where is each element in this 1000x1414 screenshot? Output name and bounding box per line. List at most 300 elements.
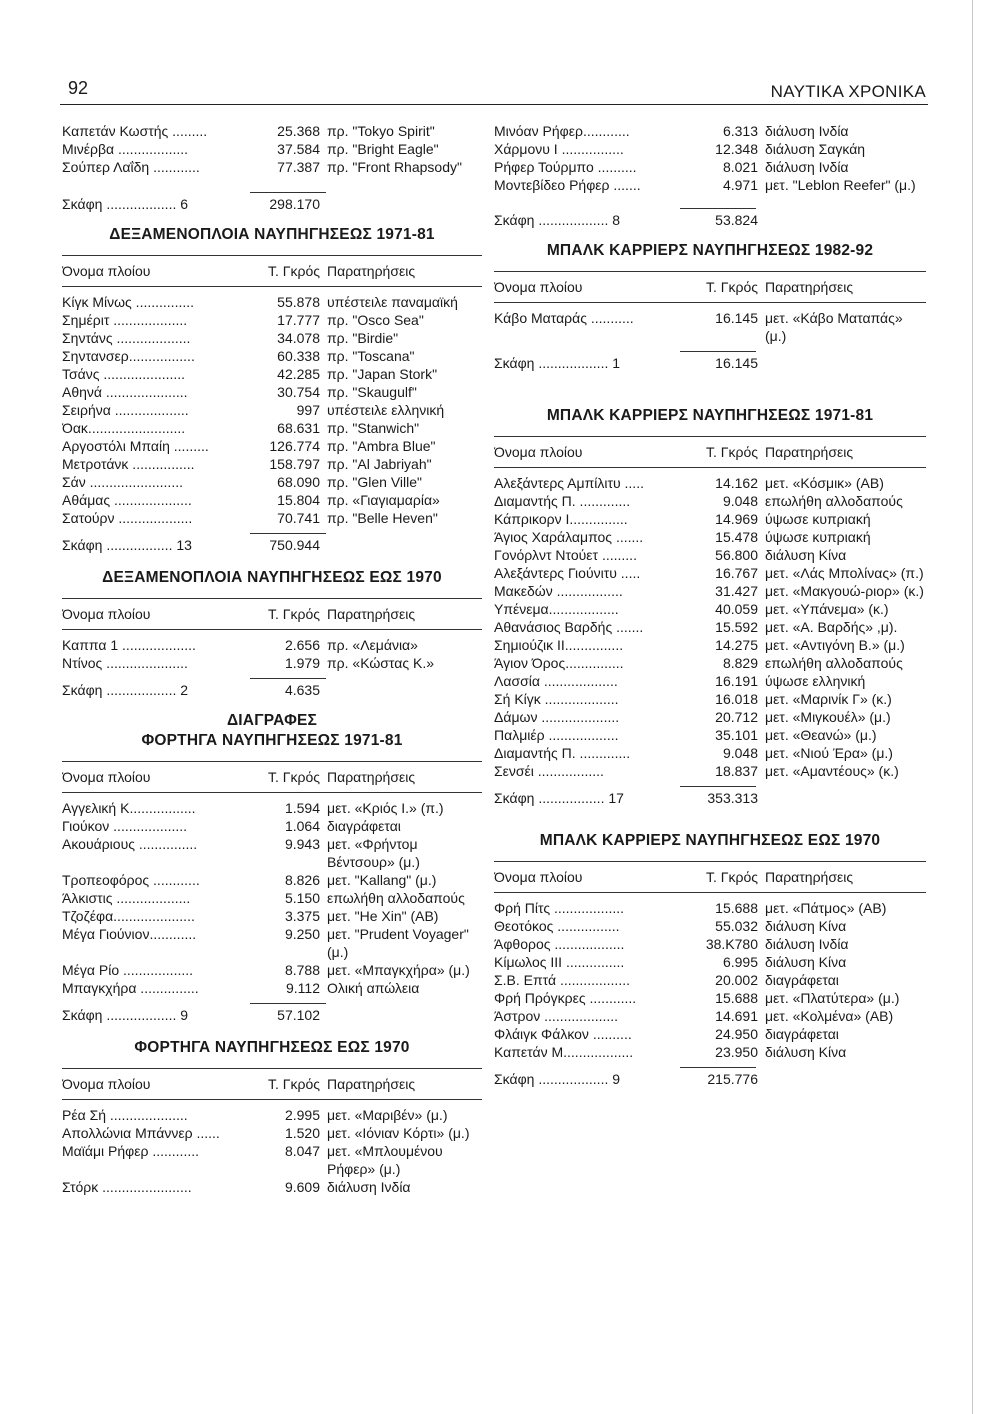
ship-name: Καπετάν Κωστής ......... [62,123,208,139]
ship-name: Τζοζέφα..................... [62,908,195,924]
column-header-row [62,762,482,792]
table-row [62,961,482,979]
ship-name: Υπένεμα.................. [494,601,619,617]
table-row [62,122,482,140]
gross-tonnage: 9.112 [286,980,320,996]
column-header-name: Όνομα πλοίου [62,1076,151,1092]
remarks: διαγράφεται [765,972,839,988]
table-row [494,158,926,176]
column-header-row [494,272,926,302]
remarks: πρ. "Stanwich" [327,420,420,436]
table-row [494,582,926,600]
ship-name: Μέγα Ρίο .................. [62,962,194,978]
column-header-tonnage: Τ. Γκρός [267,606,320,622]
ship-name: Σενσέι ................. [494,763,604,779]
section-rule [494,302,926,303]
column-header-name: Όνομα πλοίου [494,279,583,295]
ship-name: Αθάμας .................... [62,492,192,508]
remarks: πρ. «Λεμάνια» [327,637,418,653]
section-rule [494,892,926,893]
ship-name: Κίγκ Μίνως ............... [62,294,195,310]
remarks: μετ. «Θεανώ» (μ.) [765,727,877,743]
total-value: 57.102 [277,1007,320,1023]
ship-name: Άφθορος .................. [494,936,625,952]
gross-tonnage: 20.002 [715,972,758,988]
running-title: ΝΑΥΤΙΚΑ ΧΡΟΝΙΚΑ [770,82,926,101]
gross-tonnage: 1.594 [284,800,320,816]
table-row [494,1025,926,1043]
ship-name: Ακουάριους ............... [62,836,198,852]
gross-tonnage: 42.285 [277,366,320,382]
total-rule [250,192,326,193]
column-header-remarks: Παρατηρήσεις [327,1076,416,1092]
section-title: ΔΕΞΑΜΕΝΟΠΛΟΙΑ ΝΑΥΠΗΓΗΣΕΩΣ ΕΩΣ 1970 [102,569,442,586]
section-rule [62,1099,482,1100]
section-rule [494,467,926,468]
total-rule [250,1003,326,1004]
remarks: διάλυση Ινδία [765,936,849,952]
column-header-tonnage: Τ. Γκρός [705,279,758,295]
remarks: πρ. "Al Jabriyah" [327,456,432,472]
gross-tonnage: 8.788 [284,962,320,978]
remarks: επωλήθη αλλοδαπούς [327,890,465,906]
gross-tonnage: 8.826 [284,872,320,888]
remarks: υπέστειλε ελληνική [327,402,445,418]
ship-name: Απολλώνια Μπάννερ ...... [62,1125,220,1141]
right-column [494,122,926,1088]
column-header-tonnage: Τ. Γκρός [267,769,320,785]
table-row [62,347,482,365]
gross-tonnage: 14.691 [715,1008,758,1024]
gross-tonnage: 55.032 [715,918,758,934]
gross-tonnage: 31.427 [715,583,758,599]
gross-tonnage: 997 [296,402,320,418]
gross-tonnage: 18.837 [715,763,758,779]
total-row [62,195,482,213]
ship-name: Φρή Πρόγκρες ............ [494,990,637,1006]
table-row [494,122,926,140]
total-row [62,681,482,699]
total-row [62,536,482,554]
table-row [494,917,926,935]
total-rule [250,678,326,679]
remarks: μετ. «Μαρινίκ Γ» (κ.) [765,691,892,707]
gross-tonnage: 6.313 [722,123,758,139]
gross-tonnage: 15.478 [715,529,758,545]
total-row [494,789,926,807]
table-row [494,971,926,989]
remarks: μετ. «Μακγουώ-ριορ» (κ.) [765,583,924,599]
ship-name: Σηντανσερ................. [62,348,195,364]
gross-tonnage: 9.609 [284,1179,320,1195]
remarks: μετ. «Κριός Ι.» (π.) [327,800,444,816]
table-row [62,419,482,437]
remarks: μετ. «Α. Βαρδής» ,μ). [765,619,898,635]
total-label: Σκάφη .................. 2 [62,682,189,698]
ship-name: Μοντεβίδεο Ρήφερ ....... [494,177,641,193]
remarks: πρ. «Κώστας Κ.» [327,655,435,671]
total-label: Σκάφη ................. 17 [494,790,624,806]
gross-tonnage: 55.878 [277,294,320,310]
remarks: πρ. "Ambra Blue" [327,438,436,454]
table-row [494,1043,926,1061]
ship-name: Διαμαντής Π. ............. [494,493,631,509]
ship-name: Φλάιγκ Φάλκον .......... [494,1026,632,1042]
ship-name: Σή Κίγκ ................... [494,691,619,707]
gross-tonnage: 35.101 [715,727,758,743]
gross-tonnage: 24.950 [715,1026,758,1042]
gross-tonnage: 16.767 [715,565,758,581]
table-row [494,510,926,528]
remarks: πρ. "Skaugulf" [327,384,417,400]
table-row [494,708,926,726]
gross-tonnage: 68.090 [277,474,320,490]
gross-tonnage: 14.275 [715,637,758,653]
gross-tonnage: 16.191 [715,673,758,689]
gross-tonnage: 9.250 [284,926,320,942]
table-row [494,474,926,492]
table-row [62,401,482,419]
ship-name: Όακ......................... [62,420,186,436]
column-header-row [494,437,926,467]
gross-tonnage: 8.021 [722,159,758,175]
total-value: 16.145 [715,355,758,371]
gross-tonnage: 77.387 [277,159,320,175]
table-row [62,509,482,527]
remarks: πρ. "Tokyo Spirit" [327,123,435,139]
ship-name: Καπετάν Μ.................. [494,1044,634,1060]
remarks: μετ. «Πλατύτερα» (μ.) [765,990,900,1006]
gross-tonnage: 14.969 [715,511,758,527]
remarks: μετ. «Κολμένα» (AB) [765,1008,894,1024]
total-value: 4.635 [284,682,320,698]
column-header-remarks: Παρατηρήσεις [327,263,416,279]
ship-name: Μινόαν Ρήφερ............ [494,123,630,139]
column-header-tonnage: Τ. Γκρός [705,869,758,885]
scan-edge-rule [972,0,973,1414]
total-label: Σκάφη ................. 13 [62,537,192,553]
table-row [494,989,926,1007]
column-header-name: Όνομα πλοίου [62,263,151,279]
ship-name: Σημέριτ ................... [62,312,188,328]
right-sec1-rows [494,309,926,345]
total-rule [680,208,756,209]
table-row [62,835,482,871]
gross-tonnage: 16.145 [715,310,758,326]
ship-name: Αλεξάντερς Αμπίλιτυ ..... [494,475,644,491]
total-row [494,354,926,372]
table-row [62,491,482,509]
ship-name: Ρέα Σή .................... [62,1107,188,1123]
gross-tonnage: 12.348 [715,141,758,157]
column-header-row [62,256,482,286]
ship-name: Καππα 1 ................... [62,637,196,653]
ship-name: Μετροτάνκ ................ [62,456,195,472]
remarks: μετ. «Κόσμικ» (AB) [765,475,884,491]
remarks: πρ. "Birdie" [327,330,399,346]
ship-name: Μέγα Γιούνιον............ [62,926,197,942]
remarks: επωλήθη αλλοδαπούς [765,655,903,671]
table-row [494,762,926,780]
remarks: διαγράφεται [765,1026,839,1042]
column-header-name: Όνομα πλοίου [62,769,151,785]
total-rule [250,533,326,534]
total-rule [680,1067,756,1068]
total-value: 53.824 [715,212,758,228]
table-row [494,726,926,744]
table-row [62,636,482,654]
column-header-remarks: Παρατηρήσεις [765,279,854,295]
table-row [494,899,926,917]
table-row [62,473,482,491]
total-label: Σκάφη .................. 8 [494,212,621,228]
gross-tonnage: 9.048 [722,745,758,761]
table-row [494,636,926,654]
ship-name: Σημιούζικ ΙΙ............... [494,637,624,653]
section-rule [62,286,482,287]
ship-name: Τσάνς ..................... [62,366,186,382]
gross-tonnage: 23.950 [715,1044,758,1060]
table-row [494,309,926,345]
page-number: 92 [68,78,89,98]
ship-name: Στόρκ ....................... [62,1179,192,1195]
remarks: διάλυση Κίνα [765,547,847,563]
gross-tonnage: 20.712 [715,709,758,725]
table-row [62,979,482,997]
gross-tonnage: 2.995 [284,1107,320,1123]
remarks: μετ. «Κάβο Ματαπάς» (μ.) [765,310,903,344]
gross-tonnage: 38.Κ780 [705,936,758,952]
table-row [62,1178,482,1196]
total-value: 353.313 [707,790,758,806]
column-header-tonnage: Τ. Γκρός [267,263,320,279]
left-sec4-rows [62,1106,482,1196]
gross-tonnage: 15.688 [715,900,758,916]
right-sec2-rows [494,474,926,780]
total-value: 298.170 [269,196,320,212]
remarks: πρ. "Japan Stork" [327,366,438,382]
column-header-row [494,862,926,892]
table-row [494,528,926,546]
gross-tonnage: 8.829 [722,655,758,671]
column-header-tonnage: Τ. Γκρός [705,444,758,460]
total-label: Σκάφη .................. 1 [494,355,621,371]
table-row [494,935,926,953]
ship-name: Γονόρλντ Ντούετ ......... [494,547,637,563]
ship-name: Σούπερ Λαΐδη ............ [62,159,200,175]
remarks: πρ. "Toscana" [327,348,415,364]
table-row [494,953,926,971]
gross-tonnage: 4.971 [722,177,758,193]
remarks: υπέστειλε παναμαϊκή [327,294,458,310]
ship-name: Σ.Β. Επτά .................. [494,972,630,988]
remarks: μετ. «Μπαγκχήρα» (μ.) [327,962,470,978]
column-header-tonnage: Τ. Γκρός [267,1076,320,1092]
column-header-row [62,599,482,629]
remarks: ύψωσε ελληνική [765,673,866,689]
table-row [62,889,482,907]
ship-name: Κάβο Ματαράς ........... [494,310,634,326]
remarks: ύψωσε κυπριακή [765,529,871,545]
table-row [62,158,482,176]
ship-name: Σάν ........................ [62,474,183,490]
table-row [62,654,482,672]
total-rule [680,786,756,787]
total-value: 215.776 [707,1071,758,1087]
gross-tonnage: 60.338 [277,348,320,364]
remarks: διάλυση Κίνα [765,918,847,934]
table-row [62,293,482,311]
remarks: πρ. «Γιαγιαμαρία» [327,492,440,508]
table-row [494,564,926,582]
remarks: μετ. «Μιγκουέλ» (μ.) [765,709,891,725]
column-header-remarks: Παρατηρήσεις [765,869,854,885]
ship-name: Κίμωλος ΙΙΙ ............... [494,954,625,970]
table-row [62,1106,482,1124]
gross-tonnage: 1.979 [284,655,320,671]
total-label: Σκάφη .................. 9 [62,1007,189,1023]
table-row [494,546,926,564]
table-row [62,817,482,835]
ship-name: Φρή Πίτς .................. [494,900,625,916]
total-row [494,1070,926,1088]
section-rule [62,792,482,793]
table-row [62,455,482,473]
remarks: μετ. "Prudent Voyager" (μ.) [327,926,469,960]
gross-tonnage: 6.995 [722,954,758,970]
table-row [62,799,482,817]
ship-name: Γιούκον ................... [62,818,188,834]
remarks: διάλυση Κίνα [765,954,847,970]
section-subtitle: ΦΟΡΤΗΓΑ ΝΑΥΠΗΓΗΣΕΩΣ 1971-81 [141,732,403,749]
table-row [494,1007,926,1025]
ship-name: Παλμιέρ .................. [494,727,619,743]
table-row [494,618,926,636]
column-header-name: Όνομα πλοίου [494,444,583,460]
right-sec3-rows [494,899,926,1061]
ship-name: Άστρον ................... [494,1008,619,1024]
gross-tonnage: 40.059 [715,601,758,617]
section-title: ΔΕΞΑΜΕΝΟΠΛΟΙΑ ΝΑΥΠΗΓΗΣΕΩΣ 1971-81 [109,226,435,243]
ship-name: Μακεδών ................. [494,583,623,599]
ship-name: Αθανάσιος Βαρδής ....... [494,619,644,635]
ship-name: Διαμαντής Π. ............. [494,745,631,761]
remarks: πρ. "Osco Sea" [327,312,424,328]
remarks: μετ. «Νιού Έρα» (μ.) [765,745,893,761]
header-rule [60,104,928,105]
remarks: ύψωσε κυπριακή [765,511,871,527]
remarks: μετ. «Υπάνεμα» (κ.) [765,601,889,617]
ship-name: Μπαγκχήρα ............... [62,980,199,996]
remarks: μετ. «Αντιγόνη Β.» (μ.) [765,637,905,653]
ship-name: Αργοστόλι Μπαίη ......... [62,438,209,454]
gross-tonnage: 70.741 [277,510,320,526]
remarks: μετ. «Μαριβέν» (μ.) [327,1107,448,1123]
gross-tonnage: 1.520 [284,1125,320,1141]
remarks: Ολική απώλεια [327,980,420,996]
remarks: μετ. "He Xin" (AB) [327,908,439,924]
remarks: μετ. «Αμαντέους» (κ.) [765,763,899,779]
gross-tonnage: 126.774 [269,438,320,454]
column-header-row [62,1069,482,1099]
table-row [494,492,926,510]
left-sec1-rows [62,293,482,527]
column-header-name: Όνομα πλοίου [62,606,151,622]
ship-name: Τροπεοφόρος ............ [62,872,200,888]
section-title: ΔΙΑΓΡΑΦΕΣ [226,712,318,729]
gross-tonnage: 8.047 [284,1143,320,1159]
table-row [494,744,926,762]
ship-name: Χάρμονυ Ι ................ [494,141,624,157]
table-row [494,672,926,690]
remarks: διάλυση Ινδία [765,159,849,175]
gross-tonnage: 158.797 [269,456,320,472]
total-value: 750.944 [269,537,320,553]
table-row [494,654,926,672]
table-row [494,176,926,194]
ship-name: Σειρήνα ................... [62,402,189,418]
ship-name: Μινέρβα .................. [62,141,189,157]
section-title: ΜΠΑΛΚ ΚΑΡΡΙΕΡΣ ΝΑΥΠΗΓΗΣΕΩΣ ΕΩΣ 1970 [539,832,881,849]
remarks: διάλυση Ινδία [327,1179,411,1195]
column-header-remarks: Παρατηρήσεις [327,606,416,622]
ship-name: Δάμων .................... [494,709,620,725]
left-column [62,122,482,1196]
ship-name: Θεοτόκος ................ [494,918,620,934]
table-row [494,140,926,158]
total-rule [680,351,756,352]
table-row [62,365,482,383]
gross-tonnage: 68.631 [277,420,320,436]
gross-tonnage: 30.754 [277,384,320,400]
left-sec3-rows [62,799,482,997]
table-row [494,690,926,708]
total-label: Σκάφη .................. 6 [62,196,189,212]
gross-tonnage: 17.777 [277,312,320,328]
remarks: μετ. "Kallang" (μ.) [327,872,437,888]
total-row [494,211,926,229]
table-row [62,311,482,329]
ship-name: Άγιος Χαράλαμπος ....... [494,529,644,545]
gross-tonnage: 16.018 [715,691,758,707]
remarks: διαγράφεται [327,818,401,834]
gross-tonnage: 15.688 [715,990,758,1006]
remarks: μετ. «Φρήντομ Βέντσουρ» (μ.) [327,836,420,870]
remarks: μετ. "Leblon Reefer" (μ.) [765,177,916,193]
remarks: μετ. «Λάς Μπολίνας» (π.) [765,565,924,581]
gross-tonnage: 15.592 [715,619,758,635]
ship-name: Λασσία ................... [494,673,618,689]
ship-name: Αγγελική Κ................. [62,800,196,816]
gross-tonnage: 1.064 [284,818,320,834]
ship-name: Σατούρν ................... [62,510,193,526]
gross-tonnage: 2.656 [284,637,320,653]
ship-name: Ρήφερ Τούρμπο .......... [494,159,637,175]
ship-name: Μαϊάμι Ρήφερ ............ [62,1143,199,1159]
section-title: ΦΟΡΤΗΓΑ ΝΑΥΠΗΓΗΣΕΩΣ ΕΩΣ 1970 [134,1039,410,1056]
gross-tonnage: 34.078 [277,330,320,346]
table-row [62,1124,482,1142]
column-header-name: Όνομα πλοίου [494,869,583,885]
gross-tonnage: 56.800 [715,547,758,563]
table-row [62,925,482,961]
ship-name: Αλεξάντερς Γιούνιτυ ..... [494,565,641,581]
ship-name: Ντίνος ..................... [62,655,188,671]
table-row [62,329,482,347]
remarks: μετ. «Ιόνιαν Κόρτι» (μ.) [327,1125,470,1141]
table-row [62,907,482,925]
remarks: πρ. "Glen Ville" [327,474,423,490]
